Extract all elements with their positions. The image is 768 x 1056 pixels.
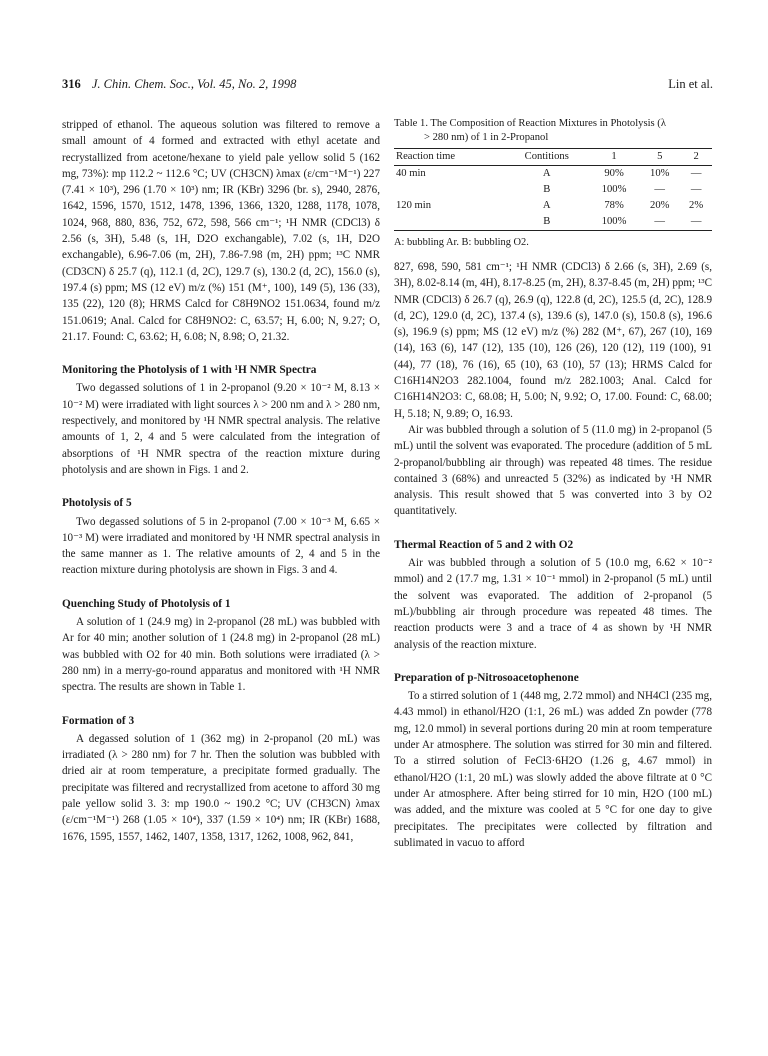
paragraph-preparation-nitroso: To a stirred solution of 1 (448 mg, 2.72 mmol) and NH4Cl (235 mg, 4.43 mmol) in ethanol/H2O (1:1, 26 mL) was added Zn powder (778 mg, 12.0 mmol) in several portions during 20 min at room temperature under Ar atmosphere. The solution was stirred for 30 min and filtered. To a stirred solution of FeCl3·6H2O (1.26 g, 4.67 mmol) in ethanol/H2O (1:1, 20 mL) was slowly added the above filtrate at 0 °C under Ar atmosphere. After being stirred for 10 min, H2O (100 mL) was added, and the mixture was cooled at 5 °C for one day to give precipitates. The precipitates were collected by filtration and sublimated in vacuo to afford — [394, 690, 712, 849]
cell: 90% — [604, 168, 624, 179]
cell: — — [690, 168, 702, 179]
paragraph-compound-3-data: 827, 698, 590, 581 cm⁻¹; ¹H NMR (CDCl3) δ 2.66 (s, 3H), 2.69 (s, 3H), 8.02-8.14 (m, 4H), 8.17-8.25 (m, 2H), 8.37-8.45 (m, 2H) ppm; ¹³C NMR (CDCl3) δ 26.7 (q), 26.9 (q), 122.8 (d, 2C), 125.5 (d, 2C), 128.9 (d, 2C), 129.0 (d, 2C), 137.4 (s), 139.6 (s), 147.0 (s), 150.8 (s), 196.6 (s), 196.9 (s) ppm; MS (12 eV) m/z (%) 282 (M⁺, 67), 267 (10), 169 (14), 163 (6), 147 (12), 135 (10), 126 (26), 120 (12), 119 (100), 91 (44), 77 (18), 76 (16), 65 (10), 63 (10), 57 (13); HRMS Calcd for C16H14N2O3 282.1004, found m/z 282.1003; Anal. Calcd for C16H14N2O3: C, 68.08; H, 5.00; N, 9.92; O, 17.00. Found: C, 68.00; H, 5.18; N, 9.89; O, 16.93. — [394, 261, 712, 420]
paragraph-monitoring-photolysis: Two degassed solutions of 1 in 2-propanol (9.20 × 10⁻² M, 8.13 × 10⁻² M) were irradiated with light sources λ > 200 nm and λ > 280 nm, respectively, and monitored by ¹H NMR spectral analysis. The relative amounts of 1, 2, 4 and 5 were calculated from the integration of absorptions of ¹H NMR spectra of the reaction mixture during photolysis and are shown in Figs. 1 and 2. — [62, 382, 380, 476]
heading-preparation-nitroso: Preparation of p-Nitrosoacetophenone — [394, 671, 579, 684]
cell: 20% — [650, 200, 670, 211]
cell: — — [654, 216, 666, 227]
col-conditions: Contitions — [524, 151, 569, 162]
col-compound-2: 2 — [693, 151, 699, 162]
paragraph-photolysis-5: Two degassed solutions of 5 in 2-propanol (7.00 × 10⁻³ M, 6.65 × 10⁻³ M) were irradiated and monitored by ¹H NMR spectral analysis in the same manner as 1. The relative amounts of 2, 4 and 5 in the reaction mixture during photolysis are shown in Figs. 3 and 4. — [62, 515, 380, 577]
composition-table — [394, 148, 712, 231]
cell: — — [690, 184, 702, 195]
running-authors: Lin et al. — [668, 77, 713, 91]
table-footnote: A: bubbling Ar. B: bubbling O2. — [394, 237, 529, 248]
cell: A — [542, 200, 551, 211]
table-row — [394, 166, 712, 183]
cell: 2% — [689, 200, 704, 211]
right-column — [394, 259, 712, 851]
cell: B — [543, 184, 551, 195]
paragraph-air-bubbling: Air was bubbled through a solution of 5 (11.0 mg) in 2-propanol (5 mL) until the solvent was evaporated. The procedure (addition of 5 mL 2-propanol/bubbling air through) was repeated 48 times. The residue contained 3 (68%) and unreacted 5 (32%) as indicated by ¹H NMR analysis. This result showed that 5 was converted into 3 by O2 quantitatively. — [394, 423, 712, 518]
cell — [394, 214, 505, 231]
cell: 10% — [650, 168, 670, 179]
heading-formation-3: Formation of 3 — [62, 714, 135, 727]
col-compound-1: 1 — [611, 151, 617, 162]
paragraph-quenching-study: A solution of 1 (24.9 mg) in 2-propanol (28 mL) was bubbled with Ar for 40 min; another solution of 1 (24.8 mg) in 2-propanol (28 mL) was bubbled with O2 for 40 min. Both solutions were irradiated (λ > 280 nm) in a merry-go-round apparatus and monitored with ¹H NMR spectra. The results are shown in Table 1. — [62, 616, 380, 694]
heading-thermal-reaction: Thermal Reaction of 5 and 2 with O2 — [394, 538, 574, 551]
cell: 40 min — [396, 168, 426, 179]
left-column — [62, 117, 380, 845]
table-caption-line-1: Table 1. The Composition of Reaction Mixtures in Photolysis (λ — [394, 118, 666, 129]
cell: 100% — [601, 216, 627, 227]
journal-citation: J. Chin. Chem. Soc., Vol. 45, No. 2, 1998 — [91, 77, 297, 91]
cell: 120 min — [396, 200, 432, 211]
cell: — — [654, 184, 666, 195]
table-row — [394, 214, 712, 231]
page-number: 316 — [62, 77, 81, 91]
table-1 — [394, 117, 712, 250]
paragraph-thermal-reaction: Air was bubbled through a solution of 5 (10.0 mg, 6.62 × 10⁻² mmol) and 2 (17.7 mg, 1.31 × 10⁻¹ mmol) in 2-propanol (5 mL) until the solvent was evaporated. The addition of 2-propanol (5 mL)/bubbling air through procedure was repeated 48 times. The reaction products were 3 and a trace of 4 as shown by ¹H NMR analysis of the reaction mixture. — [394, 557, 712, 651]
col-reaction-time: Reaction time — [396, 151, 456, 162]
table-row — [394, 182, 712, 198]
cell: A — [542, 168, 551, 179]
cell — [394, 182, 505, 198]
cell: B — [543, 216, 551, 227]
cell: 78% — [604, 200, 624, 211]
heading-photolysis-5: Photolysis of 5 — [62, 497, 132, 510]
paragraph-compound-5: stripped of ethanol. The aqueous solution was filtered to remove a small amount of 4 formed and extracted with ethyl acetate and recrystallized from acetone/hexane to yield pale yellow solid 5 (162 mg, 73%): mp 112.2 ~ 112.6 °C; UV (CH3CN) λmax (ε/cm⁻¹M⁻¹) 227 (7.41 × 10³), 296 (1.70 × 10³) nm; IR (KBr) 3296 (br. s), 2940, 2876, 1642, 1596, 1570, 1512, 1478, 1396, 1366, 1320, 1288, 1178, 1078, 1024, 968, 880, 836, 752, 672, 598, 566 cm⁻¹; ¹H NMR (CDCl3) δ 2.56 (s, 3H), 5.48 (s, 1H, D2O exchangable), 7.02 (s, 1H, D2O exchangable), 6.96-7.06 (m, 2H), 7.86-7.98 (m, 2H) ppm; ¹³C NMR (CD3CN) δ 25.7 (q), 112.1 (d, 2C), 129.7 (s), 130.2 (d, 2C), 156.0 (s), 197.4 (s) ppm; MS (12 eV) m/z (%) 151 (M⁺, 100), 149 (5), 136 (33), 135 (22), 120 (8); HRMS Calcd for C8H9NO2 151.0634, found m/z 151.0619; Anal. Calcd for C8H9NO2: C, 63.57; H, 6.00; N, 9.27; O, 21.17. Found: C, 63.62; H, 6.08; N, 8.98; O, 21.32. — [62, 119, 380, 343]
table-caption — [394, 117, 712, 145]
paragraph-formation-3: A degassed solution of 1 (362 mg) in 2-propanol (20 mL) was irradiated (λ > 280 nm) for 7 hr. Then the solution was bubbled with dried air at room temperature, a precipitate formed gradually. The precipitate was filtered and recrystallized from acetone to afford 30 mg pale yellow solid 3. 3: mp 190.0 ~ 190.2 °C; UV (CH3CN) λmax (ε/cm⁻¹M⁻¹) 268 (1.05 × 10⁴), 337 (1.59 × 10⁴) nm; IR (KBr) 1688, 1676, 1595, 1557, 1462, 1407, 1358, 1317, 1262, 1008, 962, 841, — [62, 732, 380, 843]
cell: 100% — [601, 184, 627, 195]
table-row — [394, 198, 712, 214]
heading-quenching-study: Quenching Study of Photolysis of 1 — [62, 597, 231, 610]
col-compound-5: 5 — [657, 151, 663, 162]
heading-monitoring-photolysis: Monitoring the Photolysis of 1 with ¹H NMR Spectra — [62, 364, 317, 377]
table-header-row — [394, 149, 712, 166]
page-header — [62, 77, 713, 93]
table-caption-line-2: > 280 nm) of 1 in 2-Propanol — [424, 132, 549, 143]
cell: — — [690, 216, 702, 227]
